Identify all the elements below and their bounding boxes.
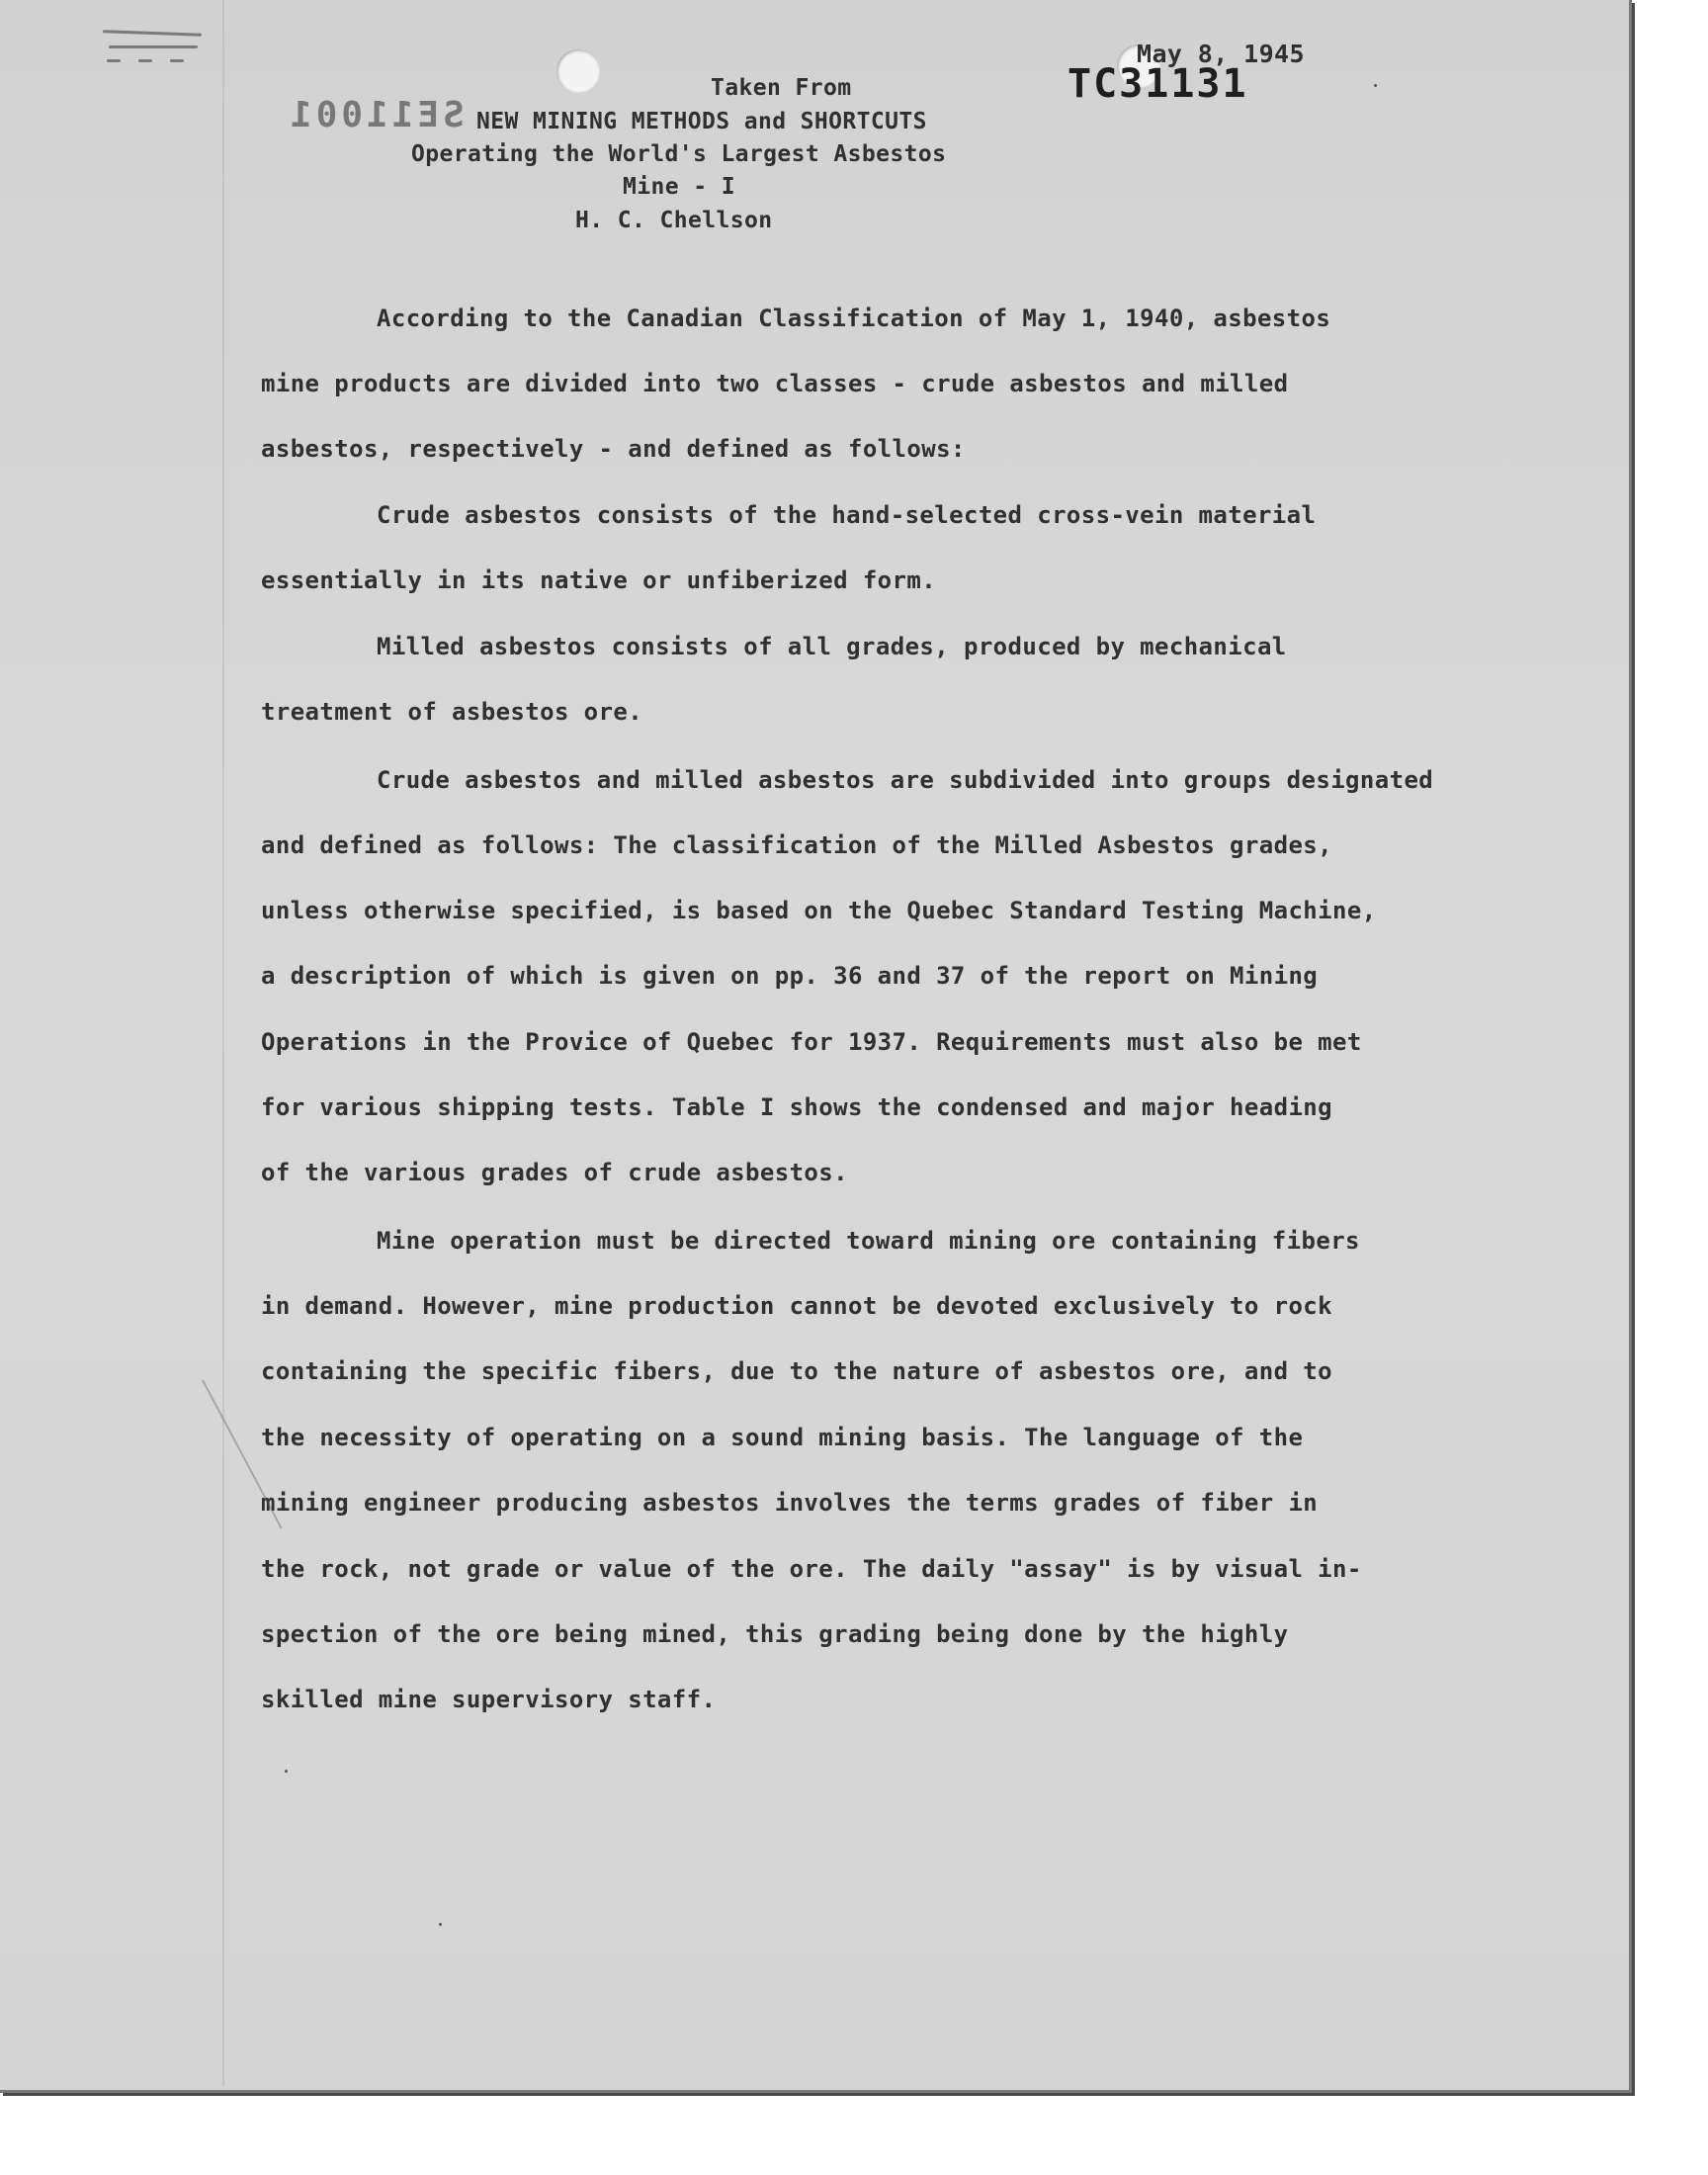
body-line: mining engineer producing asbestos involves the terms grades of fiber in xyxy=(261,1489,1319,1517)
body-line: Crude asbestos and milled asbestos are subdivided into groups designated xyxy=(377,766,1434,794)
body-line: the rock, not grade or value of the ore. The daily "assay" is by visual in- xyxy=(261,1555,1362,1583)
body-line: essentially in its native or unfiberized form. xyxy=(261,566,937,594)
body-line: a description of which is given on pp. 36 and 37 of the report on Mining xyxy=(261,962,1319,990)
body-line: and defined as follows: The classification of the Milled Asbestos grades, xyxy=(261,831,1332,859)
source-book-title: NEW MINING METHODS and SHORTCUTS xyxy=(476,109,927,134)
source-taken-from: Taken From xyxy=(711,75,852,101)
body-line: Mine operation must be directed toward mining ore containing fibers xyxy=(377,1227,1360,1255)
paper-speck xyxy=(1374,84,1377,87)
paper-speck xyxy=(285,1770,288,1773)
body-line: for various shipping tests. Table I shows the condensed and major heading xyxy=(261,1093,1332,1121)
body-line: Operations in the Provice of Quebec for 1937. Requirements must also be met xyxy=(261,1028,1362,1056)
body-line: of the various grades of crude asbestos. xyxy=(261,1159,848,1186)
body-line: Milled asbestos consists of all grades, produced by mechanical xyxy=(377,633,1287,660)
body-line: skilled mine supervisory staff. xyxy=(261,1686,717,1713)
body-line: mine products are divided into two classes - crude asbestos and milled xyxy=(261,370,1289,397)
mirrored-stamp-number: SE11001 xyxy=(287,95,465,135)
body-line: spection of the ore being mined, this grading being done by the highly xyxy=(261,1620,1289,1648)
document-date: May 8, 1945 xyxy=(1137,40,1305,68)
body-line: According to the Canadian Classification of May 1, 1940, asbestos xyxy=(377,304,1331,332)
body-line: treatment of asbestos ore. xyxy=(261,698,643,726)
paper-speck xyxy=(439,1923,442,1926)
body-line: asbestos, respectively - and defined as follows: xyxy=(261,435,966,463)
body-line: the necessity of operating on a sound mining basis. The language of the xyxy=(261,1424,1304,1451)
source-author: H. C. Chellson xyxy=(575,208,773,233)
source-article-title: Operating the World's Largest Asbestos xyxy=(411,141,947,167)
source-article-part: Mine - I xyxy=(623,174,735,200)
body-line: Crude asbestos consists of the hand-selected cross-vein material xyxy=(377,501,1317,529)
body-line: unless otherwise specified, is based on the Quebec Standard Testing Machine, xyxy=(261,897,1377,924)
body-line: containing the specific fibers, due to the nature of asbestos ore, and to xyxy=(261,1357,1332,1385)
document-stamp-number: TC31131 xyxy=(1068,61,1248,107)
body-line: in demand. However, mine production cannot be devoted exclusively to rock xyxy=(261,1292,1332,1320)
